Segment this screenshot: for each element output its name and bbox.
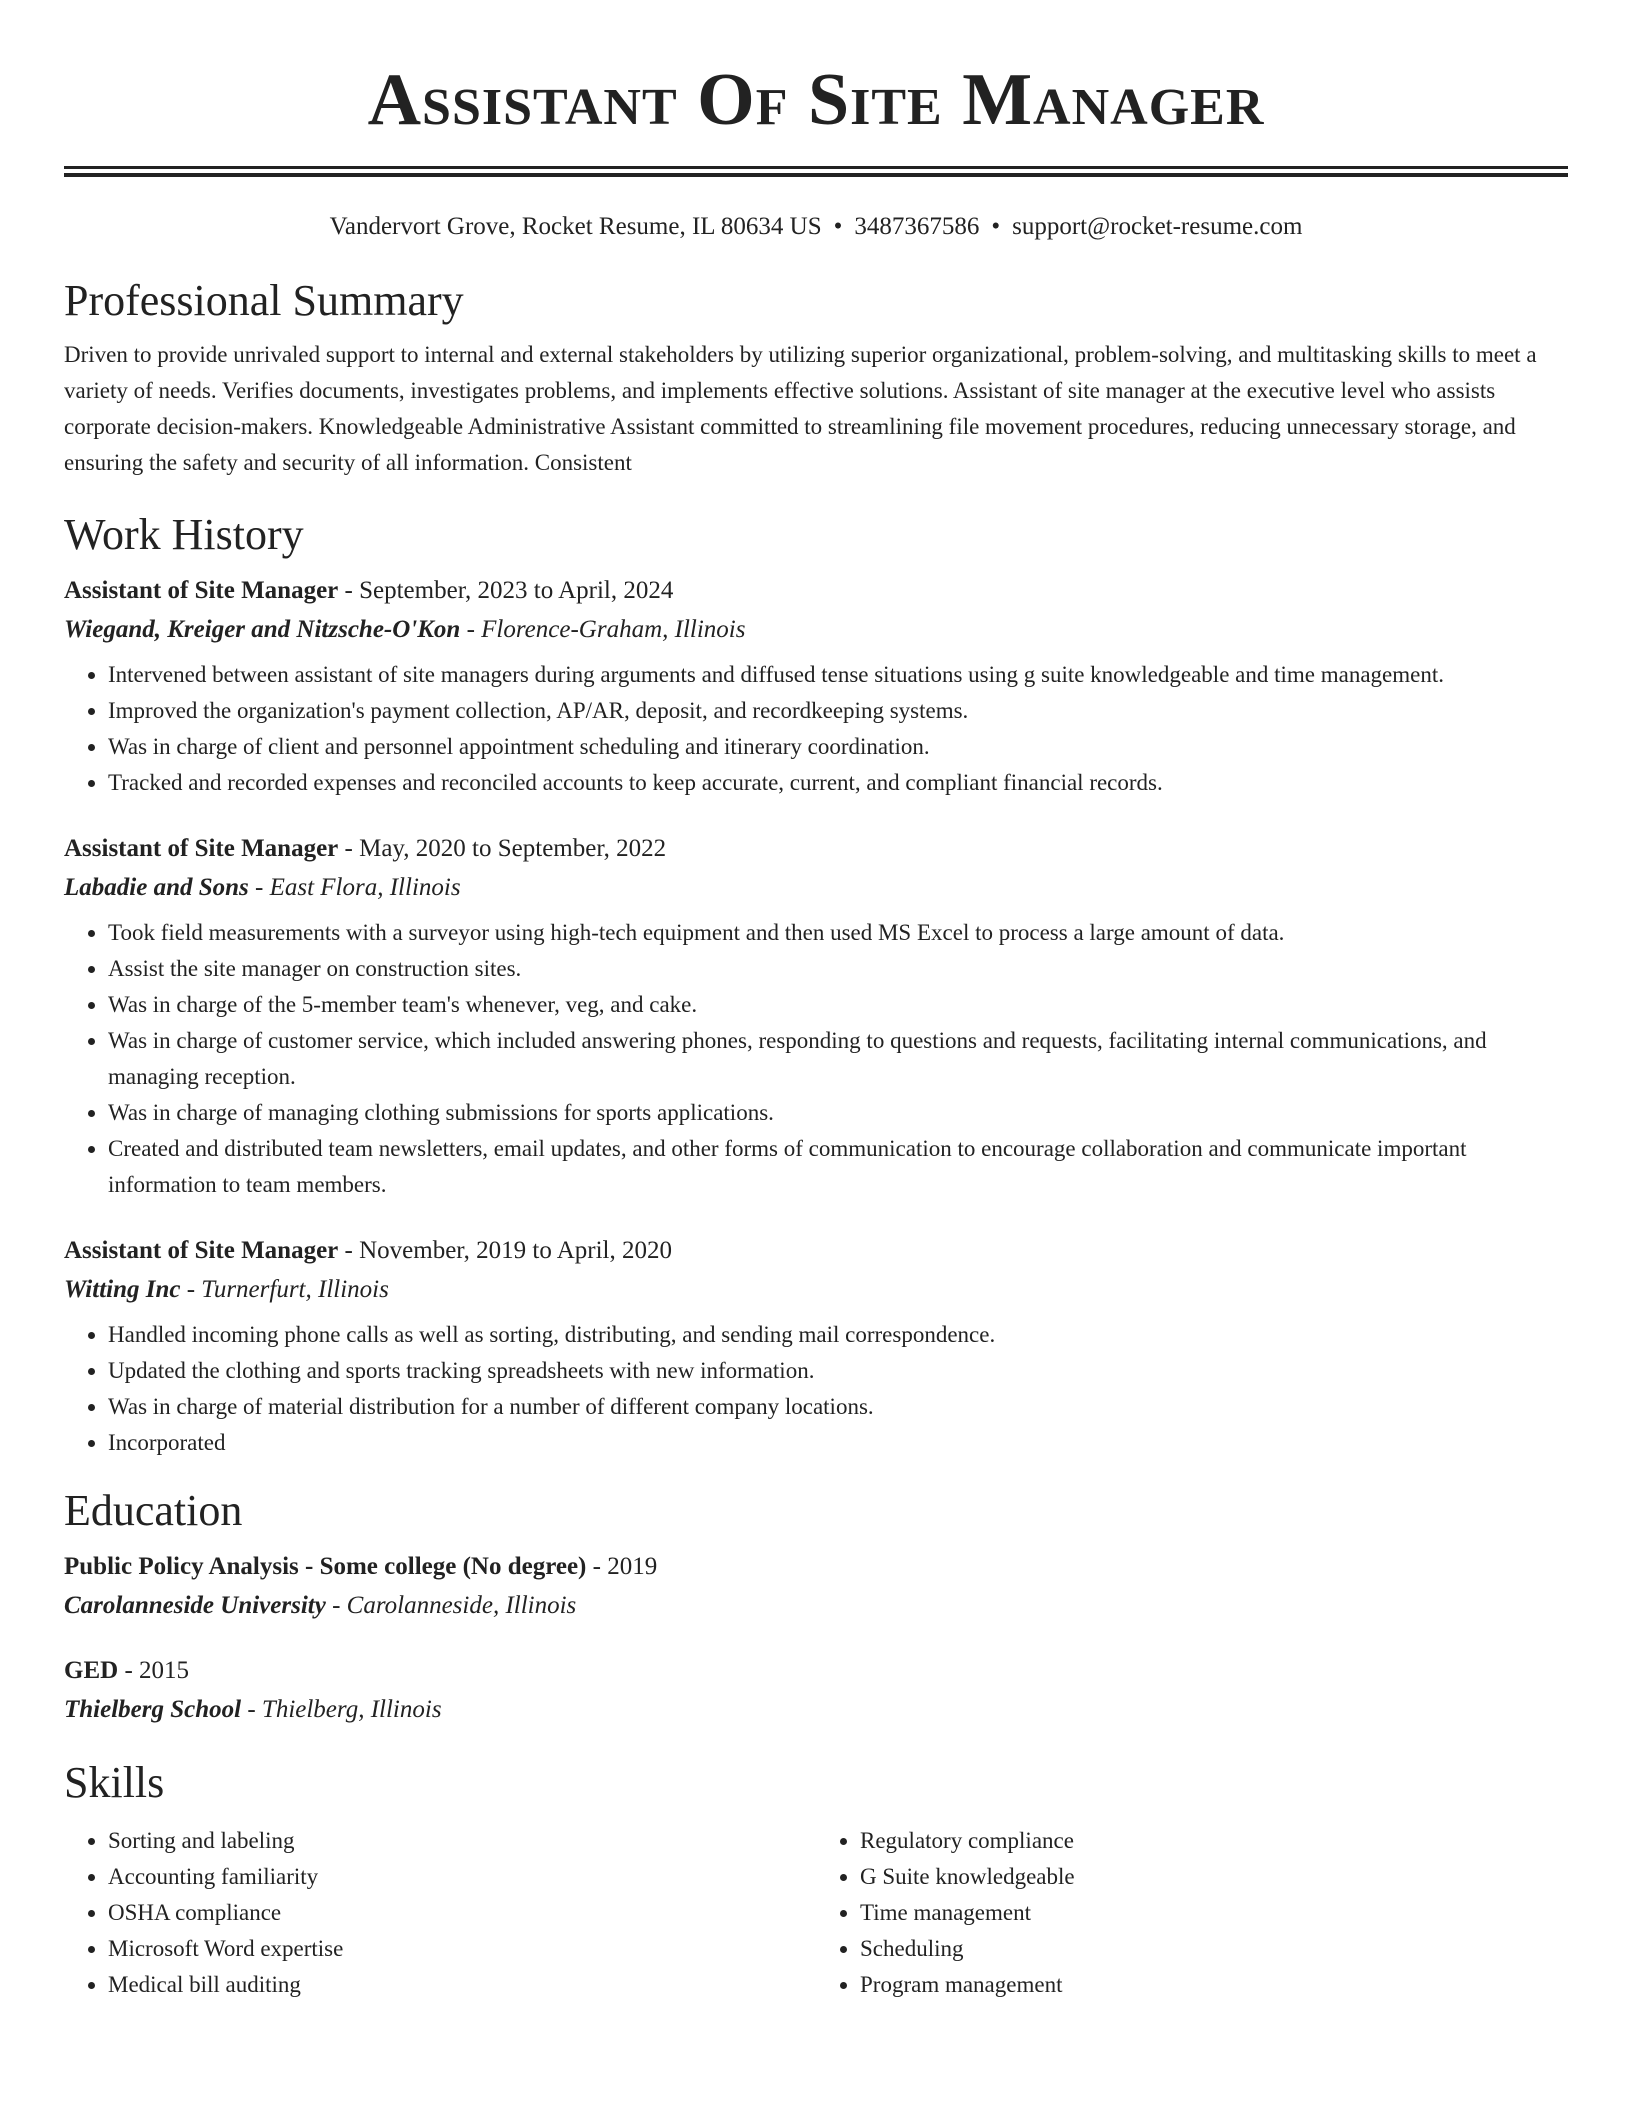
skill-item: • Time management [860, 1895, 1568, 1931]
job-bullet: • Assist the site manager on construction sites. [108, 951, 1568, 987]
job-company: Labadie and Sons [64, 874, 249, 901]
job-location: - Florence-Graham, Illinois [460, 616, 746, 643]
skill-item: • Medical bill auditing [108, 1967, 816, 2003]
job-dates: - November, 2019 to April, 2020 [338, 1237, 672, 1264]
contact-phone[interactable]: 3487367586 [854, 213, 980, 240]
skill-item: • Accounting familiarity [108, 1859, 816, 1895]
job-bullet: • Was in charge of material distribution for a number of different company locations. [108, 1389, 1568, 1425]
job-bullet: • Created and distributed team newsletters, email updates, and other forms of communication to encourage collaboration and communicate important information to team members. [108, 1131, 1568, 1203]
skills-list-left [64, 1823, 816, 2003]
work-history-section [64, 507, 1568, 1461]
skills-section [64, 1755, 1568, 2003]
job-title-line [64, 1231, 1568, 1270]
job-entry [64, 571, 1568, 801]
job-dates: - May, 2020 to September, 2022 [338, 835, 667, 862]
education-degree-line [64, 1651, 1568, 1690]
education-heading: Education [64, 1486, 243, 1535]
education-entry [64, 1651, 1568, 1729]
education-degree: Public Policy Analysis - Some college (No degree) [64, 1553, 587, 1580]
skill-item: • Sorting and labeling [108, 1823, 816, 1859]
job-bullet: • Intervened between assistant of site managers during arguments and diffused tense situations using g suite knowledgeable and time management. [108, 657, 1568, 693]
job-location: - Turnerfurt, Illinois [180, 1276, 389, 1303]
contact-address: Vandervort Grove, Rocket Resume, IL 80634 US [329, 213, 822, 240]
skill-item: • Scheduling [860, 1931, 1568, 1967]
job-bullet-list [64, 915, 1568, 1203]
job-dates: - September, 2023 to April, 2024 [338, 577, 674, 604]
job-title: Assistant of Site Manager [64, 1237, 339, 1264]
summary-heading: Professional Summary [64, 276, 464, 325]
skills-columns [64, 1819, 1568, 2003]
education-location: - Thielberg, Illinois [241, 1696, 442, 1723]
job-title-line [64, 829, 1568, 868]
job-bullet: • Was in charge of managing clothing submissions for sports applications. [108, 1095, 1568, 1131]
job-company-line [64, 610, 1568, 649]
work-history-heading: Work History [64, 510, 304, 559]
summary-section [64, 273, 1568, 481]
education-degree: GED [64, 1657, 119, 1684]
job-title: Assistant of Site Manager [64, 835, 339, 862]
job-company: Witting Inc [64, 1276, 181, 1303]
header-divider [64, 166, 1568, 177]
education-year: - 2019 [586, 1553, 658, 1580]
education-school-line [64, 1690, 1568, 1729]
candidate-name: Assistant Of Site Manager [367, 59, 1265, 141]
education-entry [64, 1547, 1568, 1625]
education-degree-line [64, 1547, 1568, 1586]
job-bullet: • Was in charge of client and personnel appointment scheduling and itinerary coordination. [108, 729, 1568, 765]
job-bullet: • Incorporated [108, 1425, 1568, 1461]
contact-separator: • [833, 213, 843, 240]
contact-email[interactable]: support@rocket-resume.com [1012, 213, 1303, 240]
job-bullet: • Updated the clothing and sports tracking spreadsheets with new information. [108, 1353, 1568, 1389]
skill-item: • Program management [860, 1967, 1568, 2003]
job-bullet: • Was in charge of customer service, which included answering phones, responding to questions and requests, facilitating internal communications, and managing reception. [108, 1023, 1568, 1095]
education-section [64, 1483, 1568, 1729]
job-location: - East Flora, Illinois [248, 874, 461, 901]
job-company-line [64, 1270, 1568, 1309]
contact-separator: • [991, 213, 1001, 240]
job-bullet: • Was in charge of the 5-member team's whenever, veg, and cake. [108, 987, 1568, 1023]
job-entry [64, 829, 1568, 1203]
skill-item: • G Suite knowledgeable [860, 1859, 1568, 1895]
summary-text: Driven to provide unrivaled support to internal and external stakeholders by utilizing superior organizational, problem-solving, and multitasking skills to meet a variety of needs. Verifies documents, investigates problems, and implements effective solutions. Assistant of site manager at the executive level who assists corporate decision-makers. Knowledgeable Administrative Assistant committed to streamlining file movement procedures, reducing unnecessary storage, and ensuring the safety and security of all information. Consistent [64, 342, 1537, 475]
job-bullet: • Tracked and recorded expenses and reconciled accounts to keep accurate, current, and compliant financial records. [108, 765, 1568, 801]
skills-heading: Skills [64, 1758, 165, 1807]
education-location: - Carolanneside, Illinois [325, 1592, 577, 1619]
contact-line [64, 209, 1568, 245]
job-title: Assistant of Site Manager [64, 577, 339, 604]
skills-list-right [816, 1823, 1568, 2003]
skill-item: • Regulatory compliance [860, 1823, 1568, 1859]
job-entry [64, 1231, 1568, 1461]
education-school: Carolanneside University [64, 1592, 326, 1619]
job-bullet: • Handled incoming phone calls as well as sorting, distributing, and sending mail correspondence. [108, 1317, 1568, 1353]
job-company-line [64, 868, 1568, 907]
skill-item: • Microsoft Word expertise [108, 1931, 816, 1967]
education-school: Thielberg School [64, 1696, 242, 1723]
job-bullet-list [64, 657, 1568, 801]
skill-item: • OSHA compliance [108, 1895, 816, 1931]
job-bullet: • Improved the organization's payment collection, AP/AR, deposit, and recordkeeping systems. [108, 693, 1568, 729]
job-company: Wiegand, Kreiger and Nitzsche-O'Kon [64, 616, 461, 643]
job-bullet: • Took field measurements with a surveyor using high-tech equipment and then used MS Excel to process a large amount of data. [108, 915, 1568, 951]
education-school-line [64, 1586, 1568, 1625]
job-title-line [64, 571, 1568, 610]
job-bullet-list [64, 1317, 1568, 1461]
education-year: - 2015 [118, 1657, 190, 1684]
